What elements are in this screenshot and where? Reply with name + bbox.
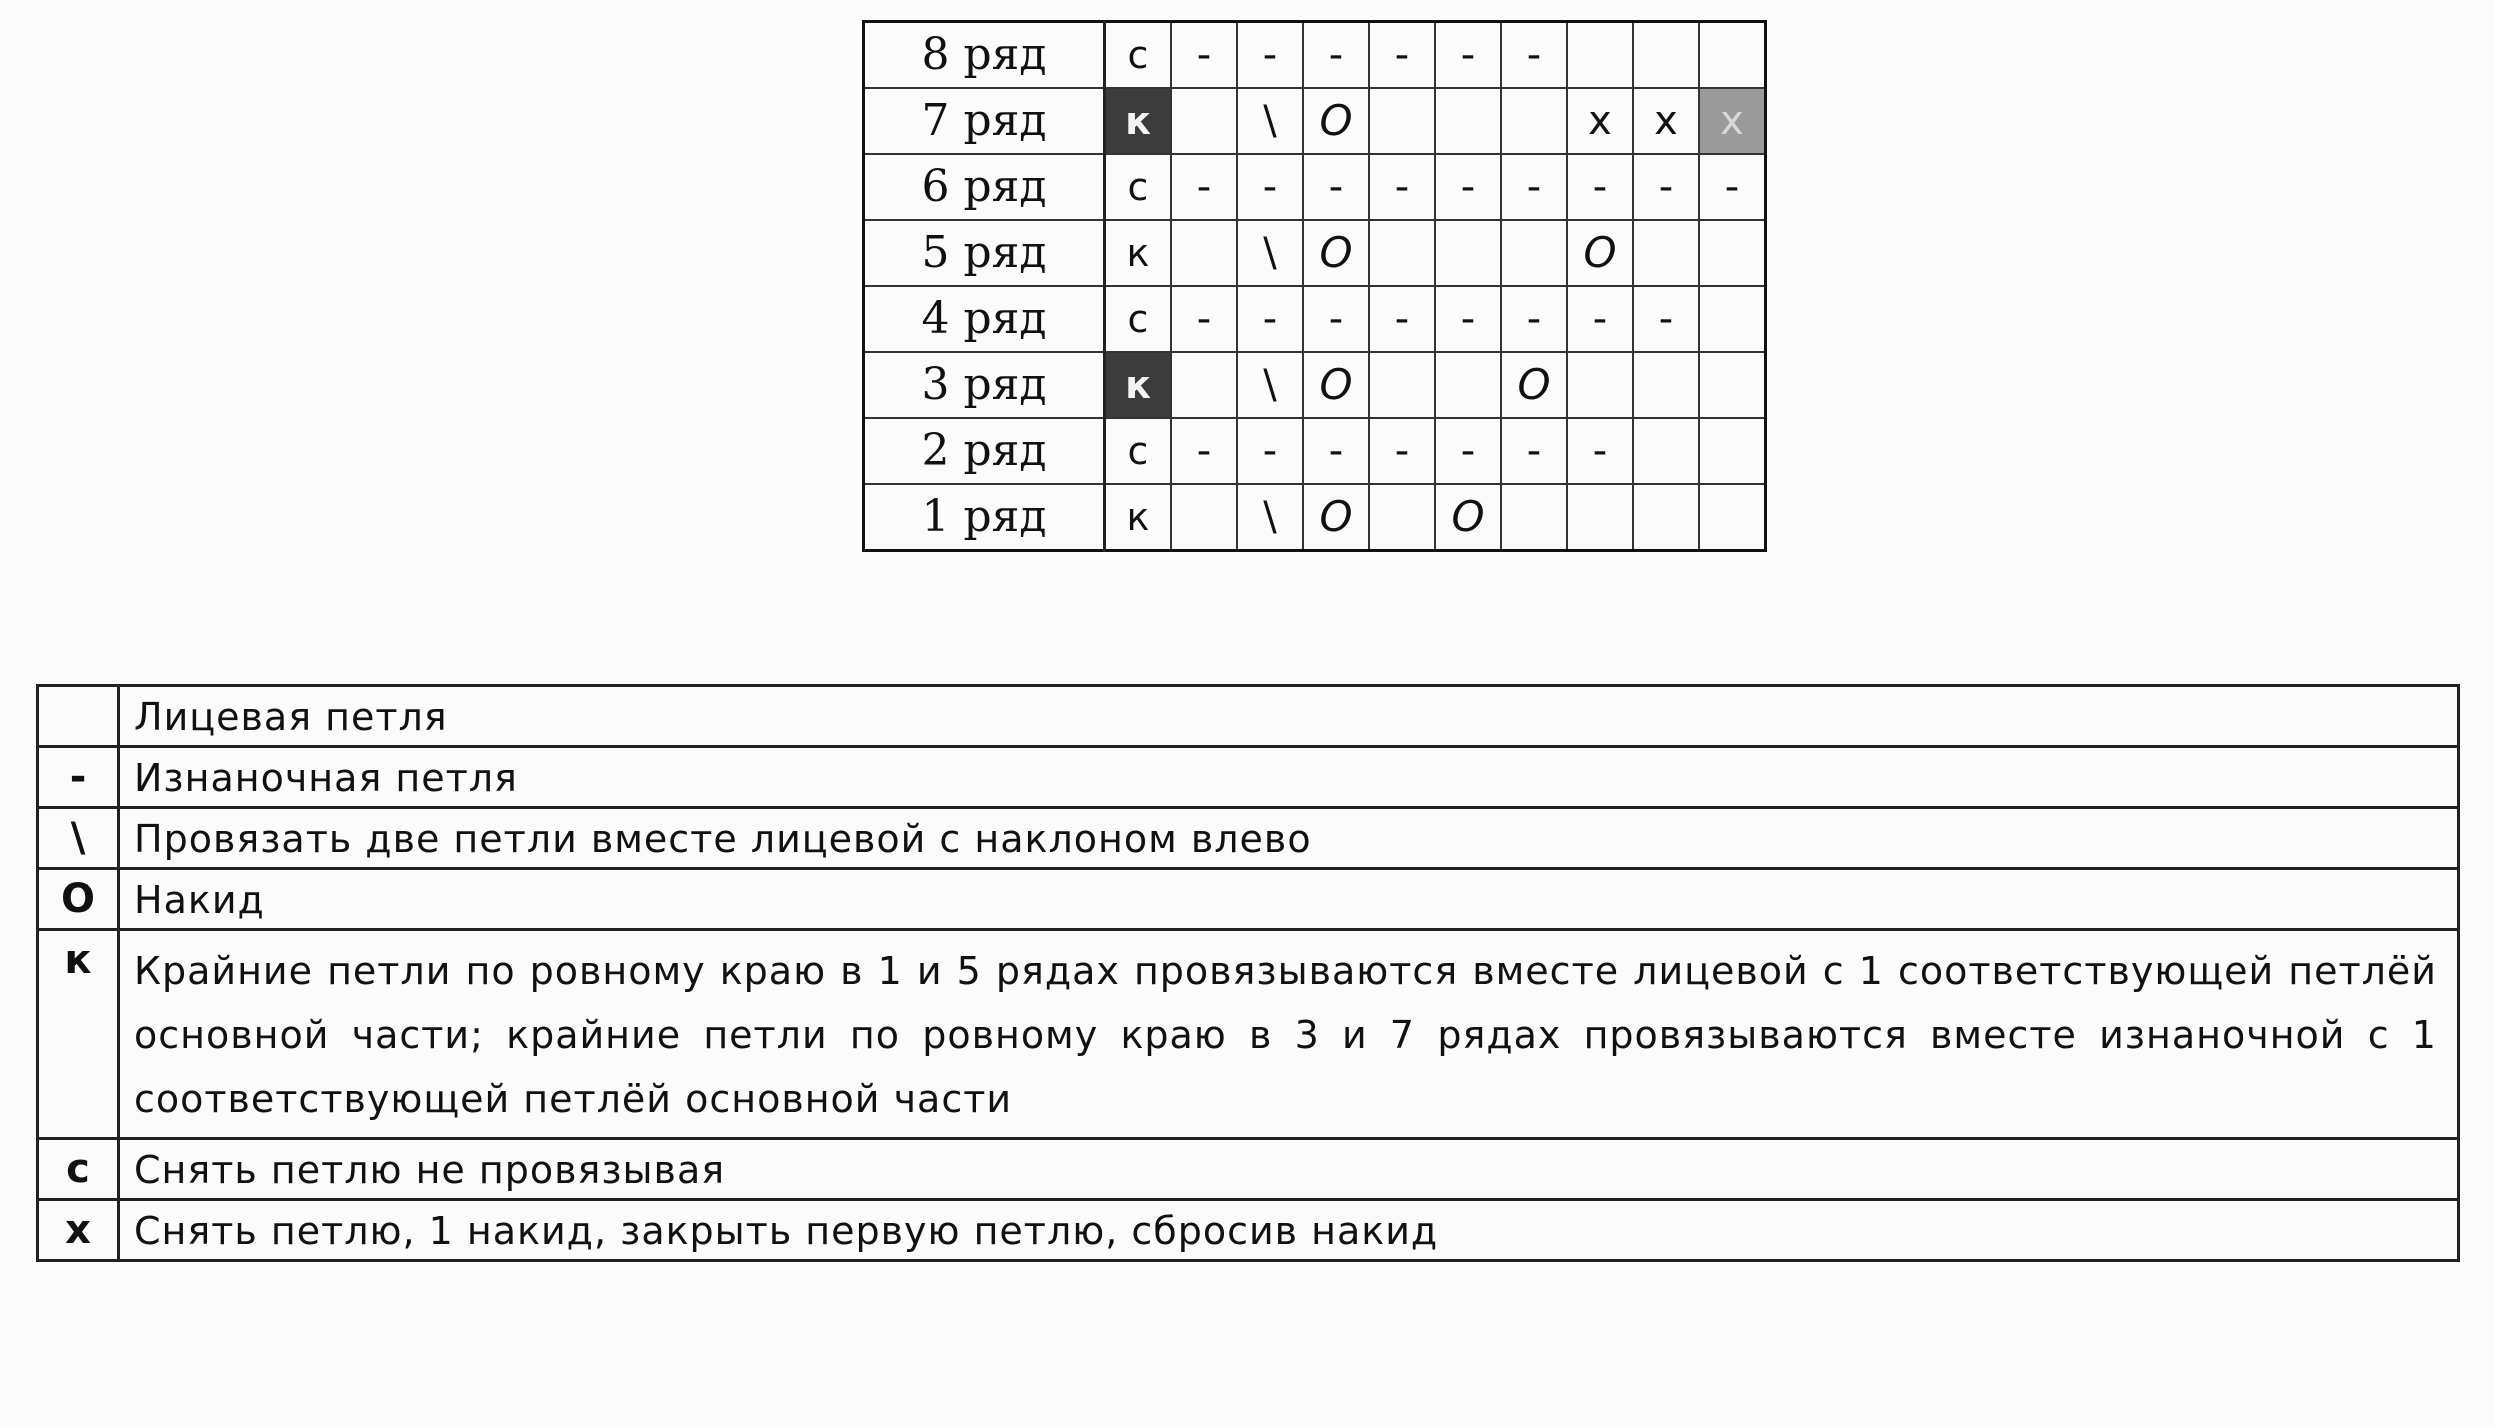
chart-cell: [1369, 88, 1435, 154]
chart-cell: \: [1237, 484, 1303, 551]
legend-row: [38, 808, 2459, 869]
legend-symbol: -: [38, 747, 119, 808]
chart-cell: -: [1237, 22, 1303, 89]
legend-description: Снять петлю не провязывая: [119, 1139, 2459, 1200]
chart-cell: \: [1237, 88, 1303, 154]
chart-cell: -: [1699, 154, 1766, 220]
legend-table: [36, 684, 2460, 1262]
chart-cell: [1567, 484, 1633, 551]
legend-symbol: \: [38, 808, 119, 869]
chart-cell: [1633, 352, 1699, 418]
chart-cell: с: [1105, 286, 1172, 352]
legend-description: Провязать две петли вместе лицевой с наклоном влево: [119, 808, 2459, 869]
chart-cell: -: [1435, 22, 1501, 89]
chart-cell: [1435, 220, 1501, 286]
chart-cell: -: [1303, 22, 1369, 89]
chart-cell: [1633, 22, 1699, 89]
chart-row: [864, 154, 1766, 220]
chart-cell: -: [1633, 286, 1699, 352]
chart-cell: О: [1501, 352, 1567, 418]
chart-cell: -: [1435, 286, 1501, 352]
legend-description: Лицевая петля: [119, 686, 2459, 747]
legend-row: [38, 686, 2459, 747]
legend-description: Накид: [119, 869, 2459, 930]
chart-cell: [1171, 484, 1237, 551]
chart-cell: -: [1303, 418, 1369, 484]
chart-cell: [1699, 484, 1766, 551]
chart-cell: -: [1435, 418, 1501, 484]
chart-cell: к: [1105, 484, 1172, 551]
chart-cell: к: [1105, 220, 1172, 286]
chart-row: [864, 418, 1766, 484]
chart-cell: [1501, 220, 1567, 286]
chart-cell: [1369, 352, 1435, 418]
knitting-chart: [862, 20, 1767, 552]
chart-cell: -: [1567, 286, 1633, 352]
chart-cell: [1699, 286, 1766, 352]
chart-row: [864, 22, 1766, 89]
chart-cell: -: [1171, 418, 1237, 484]
chart-cell: [1633, 220, 1699, 286]
chart-row: [864, 88, 1766, 154]
chart-row-label: 4 ряд: [864, 286, 1105, 352]
chart-cell: -: [1501, 154, 1567, 220]
legend-symbol: к: [38, 930, 119, 1139]
chart-row: [864, 220, 1766, 286]
legend-description: Изнаночная петля: [119, 747, 2459, 808]
chart-cell: -: [1171, 154, 1237, 220]
legend-row: [38, 1139, 2459, 1200]
chart-cell: О: [1567, 220, 1633, 286]
chart-cell: -: [1369, 22, 1435, 89]
chart-cell: [1171, 220, 1237, 286]
chart-cell: х: [1699, 88, 1766, 154]
chart-cell: О: [1303, 88, 1369, 154]
chart-cell: к: [1105, 88, 1172, 154]
chart-cell: [1369, 220, 1435, 286]
legend-row: [38, 869, 2459, 930]
chart-cell: с: [1105, 154, 1172, 220]
chart-row-label: 2 ряд: [864, 418, 1105, 484]
chart-cell: [1699, 418, 1766, 484]
legend-row: [38, 747, 2459, 808]
chart-cell: [1567, 352, 1633, 418]
chart-cell: -: [1303, 286, 1369, 352]
chart-row-label: 3 ряд: [864, 352, 1105, 418]
chart-cell: -: [1369, 418, 1435, 484]
chart-cell: х: [1567, 88, 1633, 154]
chart-cell: -: [1303, 154, 1369, 220]
chart-cell: -: [1633, 154, 1699, 220]
chart-cell: -: [1237, 286, 1303, 352]
chart-cell: [1369, 484, 1435, 551]
chart-cell: -: [1501, 22, 1567, 89]
chart-cell: [1633, 484, 1699, 551]
chart-cell: -: [1369, 154, 1435, 220]
chart-cell: -: [1171, 22, 1237, 89]
chart-cell: О: [1303, 352, 1369, 418]
chart-cell: [1171, 88, 1237, 154]
chart-cell: [1435, 88, 1501, 154]
chart-cell: с: [1105, 418, 1172, 484]
chart-cell: [1699, 22, 1766, 89]
legend-row: [38, 930, 2459, 1139]
chart-row-label: 8 ряд: [864, 22, 1105, 89]
chart-cell: [1699, 352, 1766, 418]
chart-row: [864, 352, 1766, 418]
chart-cell: О: [1303, 220, 1369, 286]
chart-cell: \: [1237, 352, 1303, 418]
chart-cell: [1699, 220, 1766, 286]
chart-cell: к: [1105, 352, 1172, 418]
chart-cell: О: [1435, 484, 1501, 551]
chart-cell: [1501, 484, 1567, 551]
chart-cell: [1171, 352, 1237, 418]
legend-row: [38, 1200, 2459, 1261]
legend-description: Крайние петли по ровному краю в 1 и 5 рядах провязываются вместе лицевой с 1 соответствующей петлёй основной части; крайние петли по ровному краю в 3 и 7 рядах провязываются вместе изнаночной с 1 соответствующей петлёй основной части: [119, 930, 2459, 1139]
chart-cell: с: [1105, 22, 1172, 89]
knitting-chart-body: [864, 22, 1766, 551]
chart-cell: -: [1567, 154, 1633, 220]
chart-row-label: 1 ряд: [864, 484, 1105, 551]
chart-row-label: 5 ряд: [864, 220, 1105, 286]
legend-symbol: [38, 686, 119, 747]
chart-cell: -: [1501, 286, 1567, 352]
chart-row: [864, 286, 1766, 352]
legend-symbol: с: [38, 1139, 119, 1200]
chart-row-label: 7 ряд: [864, 88, 1105, 154]
chart-cell: [1567, 22, 1633, 89]
chart-cell: [1435, 352, 1501, 418]
chart-cell: -: [1369, 286, 1435, 352]
chart-cell: х: [1633, 88, 1699, 154]
chart-cell: -: [1435, 154, 1501, 220]
chart-cell: \: [1237, 220, 1303, 286]
chart-row: [864, 484, 1766, 551]
legend-symbol: О: [38, 869, 119, 930]
chart-cell: О: [1303, 484, 1369, 551]
chart-cell: -: [1501, 418, 1567, 484]
chart-row-label: 6 ряд: [864, 154, 1105, 220]
chart-cell: -: [1171, 286, 1237, 352]
chart-cell: [1501, 88, 1567, 154]
legend-table-body: [38, 686, 2459, 1261]
chart-cell: -: [1237, 154, 1303, 220]
chart-cell: -: [1237, 418, 1303, 484]
legend-description: Снять петлю, 1 накид, закрыть первую петлю, сбросив накид: [119, 1200, 2459, 1261]
chart-cell: [1633, 418, 1699, 484]
legend-symbol: х: [38, 1200, 119, 1261]
chart-cell: -: [1567, 418, 1633, 484]
